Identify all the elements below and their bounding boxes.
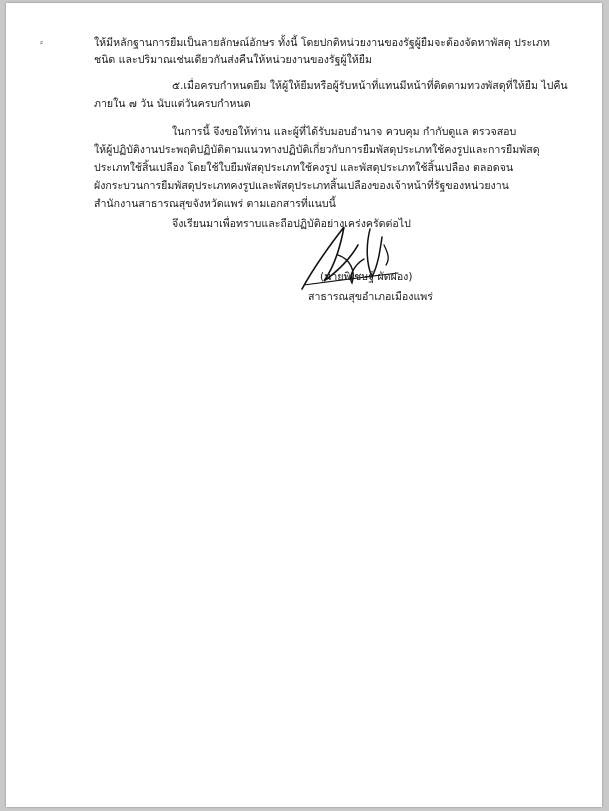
paragraph-line: ให้มีหลักฐานการยืมเป็นลายลักษณ์อักษร ทั้งนี้ โดยปกติหน่วยงานของรัฐผู้ยืมจะต้องจัดหาพัสดุ ประเภท — [94, 37, 550, 49]
item-5-line: ๕.เมื่อครบกำหนดยืม ให้ผู้ให้ยืมหรือผู้รับหน้าที่แทนมีหน้าที่ติดตามทวงพัสดุที่ให้ยืม ไปคืน — [172, 80, 568, 92]
signer-title: สาธารณสุขอำเภอเมืองแพร่ — [308, 291, 433, 303]
signer-name: (นายพิเชษฐ์ ผัดผ่อง) — [320, 271, 413, 283]
request-line: สำนักงานสาธารณสุขจังหวัดแพร่ ตามเอกสารที่แนบนี้ — [94, 198, 336, 210]
request-line: ให้ผู้ปฏิบัติงานประพฤติปฏิบัติตามแนวทางปฏิบัติเกี่ยวกับการยืมพัสดุประเภทใช้คงรูปและการยืมพัสดุ — [94, 144, 540, 156]
handwritten-signature — [294, 215, 414, 297]
request-line: ในการนี้ จึงขอให้ท่าน และผู้ที่ได้รับมอบอำนาจ ควบคุม กำกับดูแล ตรวจสอบ — [172, 126, 517, 138]
document-page — [6, 3, 602, 807]
stray-mark: ⸗ — [40, 38, 43, 48]
request-line: ผังกระบวนการยืมพัสดุประเภทคงรูปและพัสดุประเภทสิ้นเปลืองของเจ้าหน้าที่รัฐของหน่วยงาน — [94, 180, 509, 192]
item-5-line: ภายใน ๗ วัน นับแต่วันครบกำหนด — [94, 98, 251, 110]
request-line: ประเภทใช้สิ้นเปลือง โดยใช้ใบยืมพัสดุประเภทใช้คงรูป และพัสดุประเภทใช้สิ้นเปลือง ตลอดจน — [94, 162, 514, 174]
paragraph-line: ชนิด และปริมาณเช่นเดียวกันส่งคืนให้หน่วยงานของรัฐผู้ให้ยืม — [94, 54, 372, 66]
closing-line: จึงเรียนมาเพื่อทราบและถือปฏิบัติอย่างเคร่งครัดต่อไป — [172, 218, 411, 230]
